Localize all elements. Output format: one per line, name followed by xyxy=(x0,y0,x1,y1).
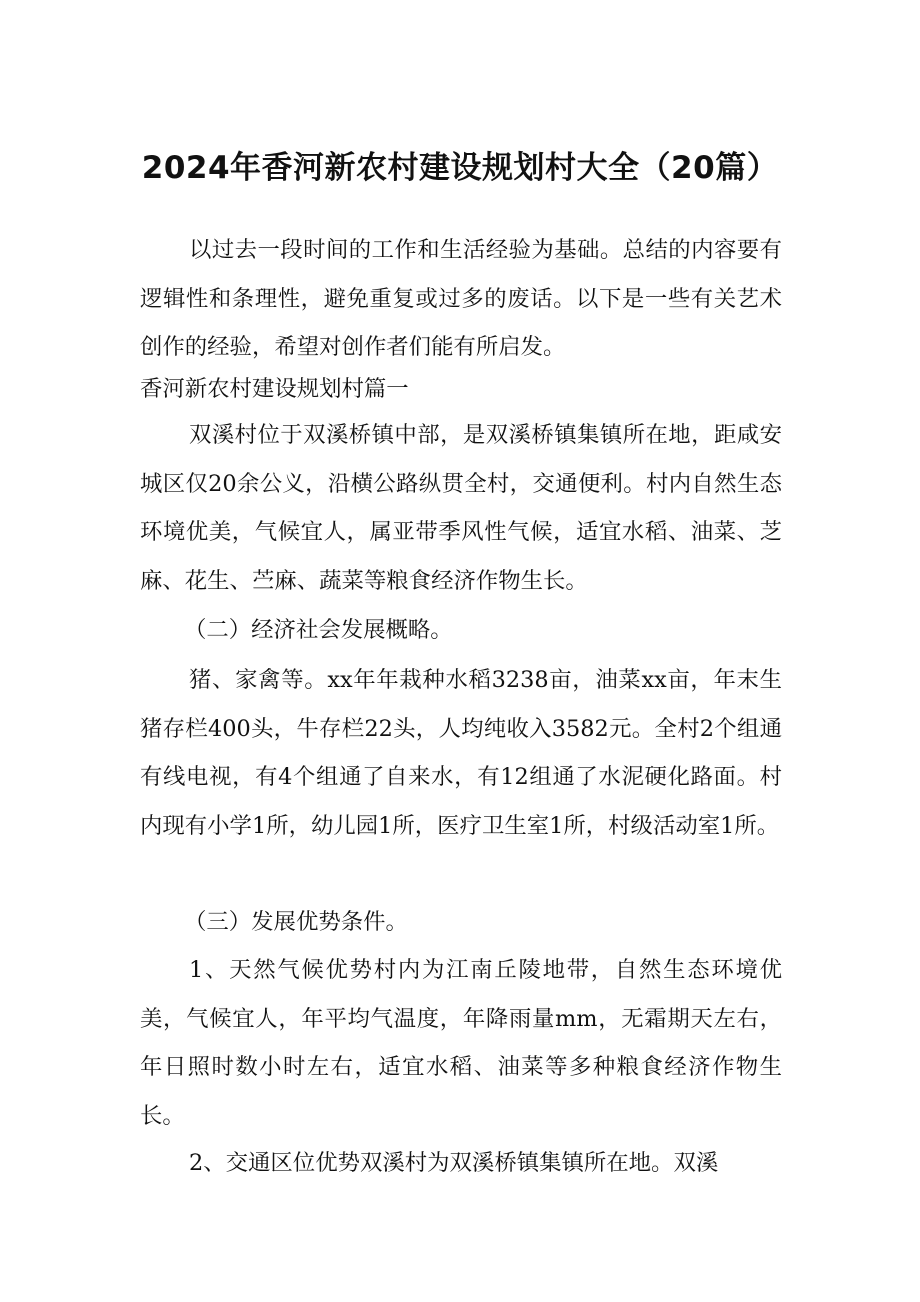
section-heading: 香河新农村建设规划村篇一 xyxy=(140,376,409,402)
paragraph-transport: 2、交通区位优势双溪村为双溪桥镇集镇所在地。双溪 xyxy=(189,1150,719,1176)
paragraph-economy: 猪、家禽等。xx年年栽种水稻3238亩，油菜xx亩，年末生猪存栏400头，牛存栏22头，人均纯收入3582元。全村2个组通有线电视，有4个组通了自来水，有12组通了水泥硬化路面。村内现有小学1所，幼儿园1所，医疗卫生室1所，村级活动室1所。 xyxy=(140,667,782,839)
intro-paragraph: 以过去一段时间的工作和生活经验为基础。总结的内容要有逻辑性和条理性，避免重复或过多的废话。以下是一些有关艺术创作的经验，希望对创作者们能有所启发。 xyxy=(140,237,782,360)
document-title: 2024年香河新农村建设规划村大全（20篇） xyxy=(141,150,779,186)
paragraph-village-overview: 双溪村位于双溪桥镇中部，是双溪桥镇集镇所在地，距咸安城区仅20余公义，沿横公路纵贯全村，交通便利。村内自然生态环境优美，气候宜人，属亚带季风性气候，适宜水稻、油菜、芝麻、花生、苎麻、蔬菜等粮食经济作物生长。 xyxy=(140,422,782,594)
paragraph-climate: 1、天然气候优势村内为江南丘陵地带，自然生态环境优美，气候宜人，年平均气温度，年降雨量mm，无霜期天左右，年日照时数小时左右，适宜水稻、油菜等多种粮食经济作物生长。 xyxy=(140,957,782,1129)
subheading-advantages: （三）发展优势条件。 xyxy=(184,909,408,935)
subheading-economy: （二）经济社会发展概略。 xyxy=(184,617,453,643)
